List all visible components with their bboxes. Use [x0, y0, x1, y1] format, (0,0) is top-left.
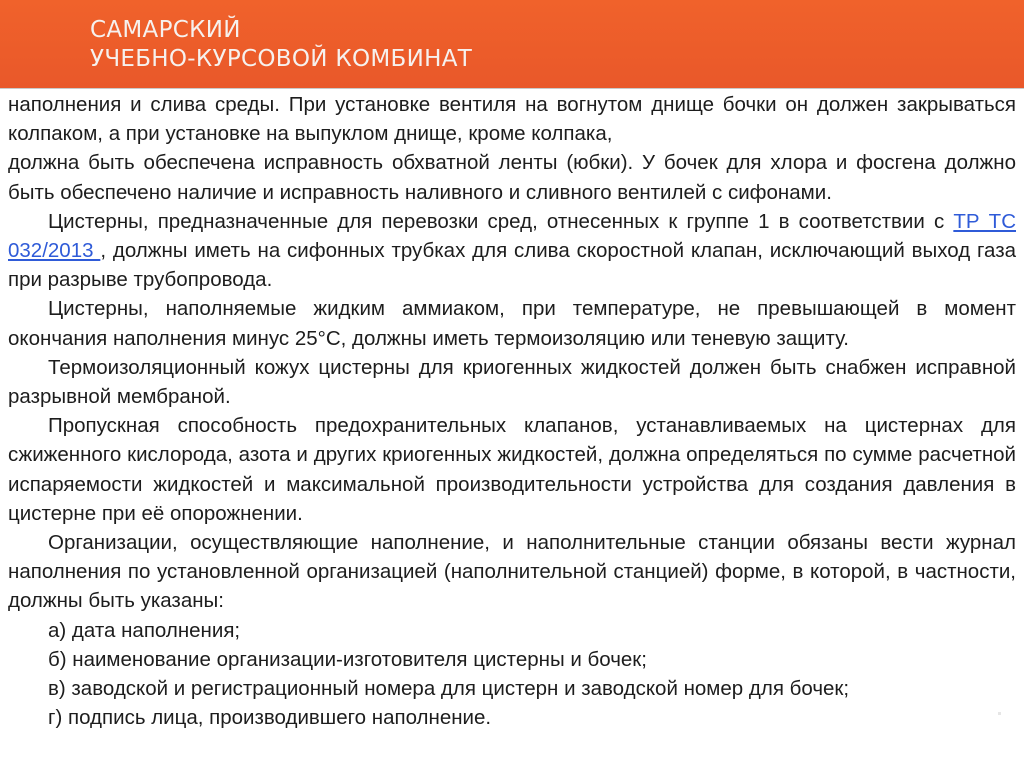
brand-title-line1: САМАРСКИЙ [90, 17, 241, 43]
list-item-a: а) дата наполнения; [48, 618, 241, 642]
list-item-c: в) заводской и регистрационный номера для цистерн и заводской номер для бочек; [48, 677, 850, 701]
paragraph-7: Организации, осуществляющие наполнение, и наполнительные станции обязаны вести журнал наполнения по установленной организацией (наполнительной станцией) форме, в которой, в частности, должны быть указаны: [8, 531, 1016, 613]
list-item-d: г) подпись лица, производившего наполнение. [48, 706, 492, 730]
paragraph-3-text-before: Цистерны, предназначенные для перевозки сред, отнесенных к группе 1 в соответствии с [48, 209, 954, 233]
paragraph-1: наполнения и слива среды. При установке вентиля на вогнутом днище бочки он должен закрываться колпаком, а при установке на выпуклом днище, кроме колпака, [8, 93, 1016, 146]
paragraph-3 [8, 207, 1016, 295]
slide-body [8, 90, 1016, 732]
decorative-dot [998, 712, 1001, 715]
brand-logo-text [90, 16, 472, 74]
paragraph-4: Цистерны, наполняемые жидким аммиаком, при температуре, не превышающей в момент окончания наполнения минус 25°С, должны иметь термоизоляцию или теневую защиту. [8, 297, 1016, 350]
header-banner [0, 0, 1024, 88]
paragraph-2: должна быть обеспечена исправность обхватной ленты (юбки). У бочек для хлора и фосгена должно быть обеспечено наличие и исправность наливного и сливного вентилей с сифонами. [8, 151, 1016, 204]
paragraph-5: Термоизоляционный кожух цистерны для криогенных жидкостей должен быть снабжен исправной разрывной мембраной. [8, 355, 1016, 409]
tr-ts-link[interactable]: ТР ТС 032/2013 [8, 209, 1016, 263]
list-item-b: б) наименование организации-изготовителя цистерны и бочек; [48, 647, 647, 671]
brand-title-line2: УЧЕБНО-КУРСОВОЙ КОМБИНАТ [90, 46, 473, 72]
paragraph-3-text-after: , должны иметь на сифонных трубках для слива скоростной клапан, исключающий выход газа при разрыве трубопровода. [8, 239, 1016, 292]
header-divider [0, 88, 1024, 89]
paragraph-6: Пропускная способность предохранительных клапанов, устанавливаемых на цистернах для сжиженного кислорода, азота и других криогенных жидкостей, должна определяться по сумме расчетной испаряемости жидкостей и максимальной производительности устройства для создания давления в цистерне при её опорожнении. [8, 414, 1016, 525]
